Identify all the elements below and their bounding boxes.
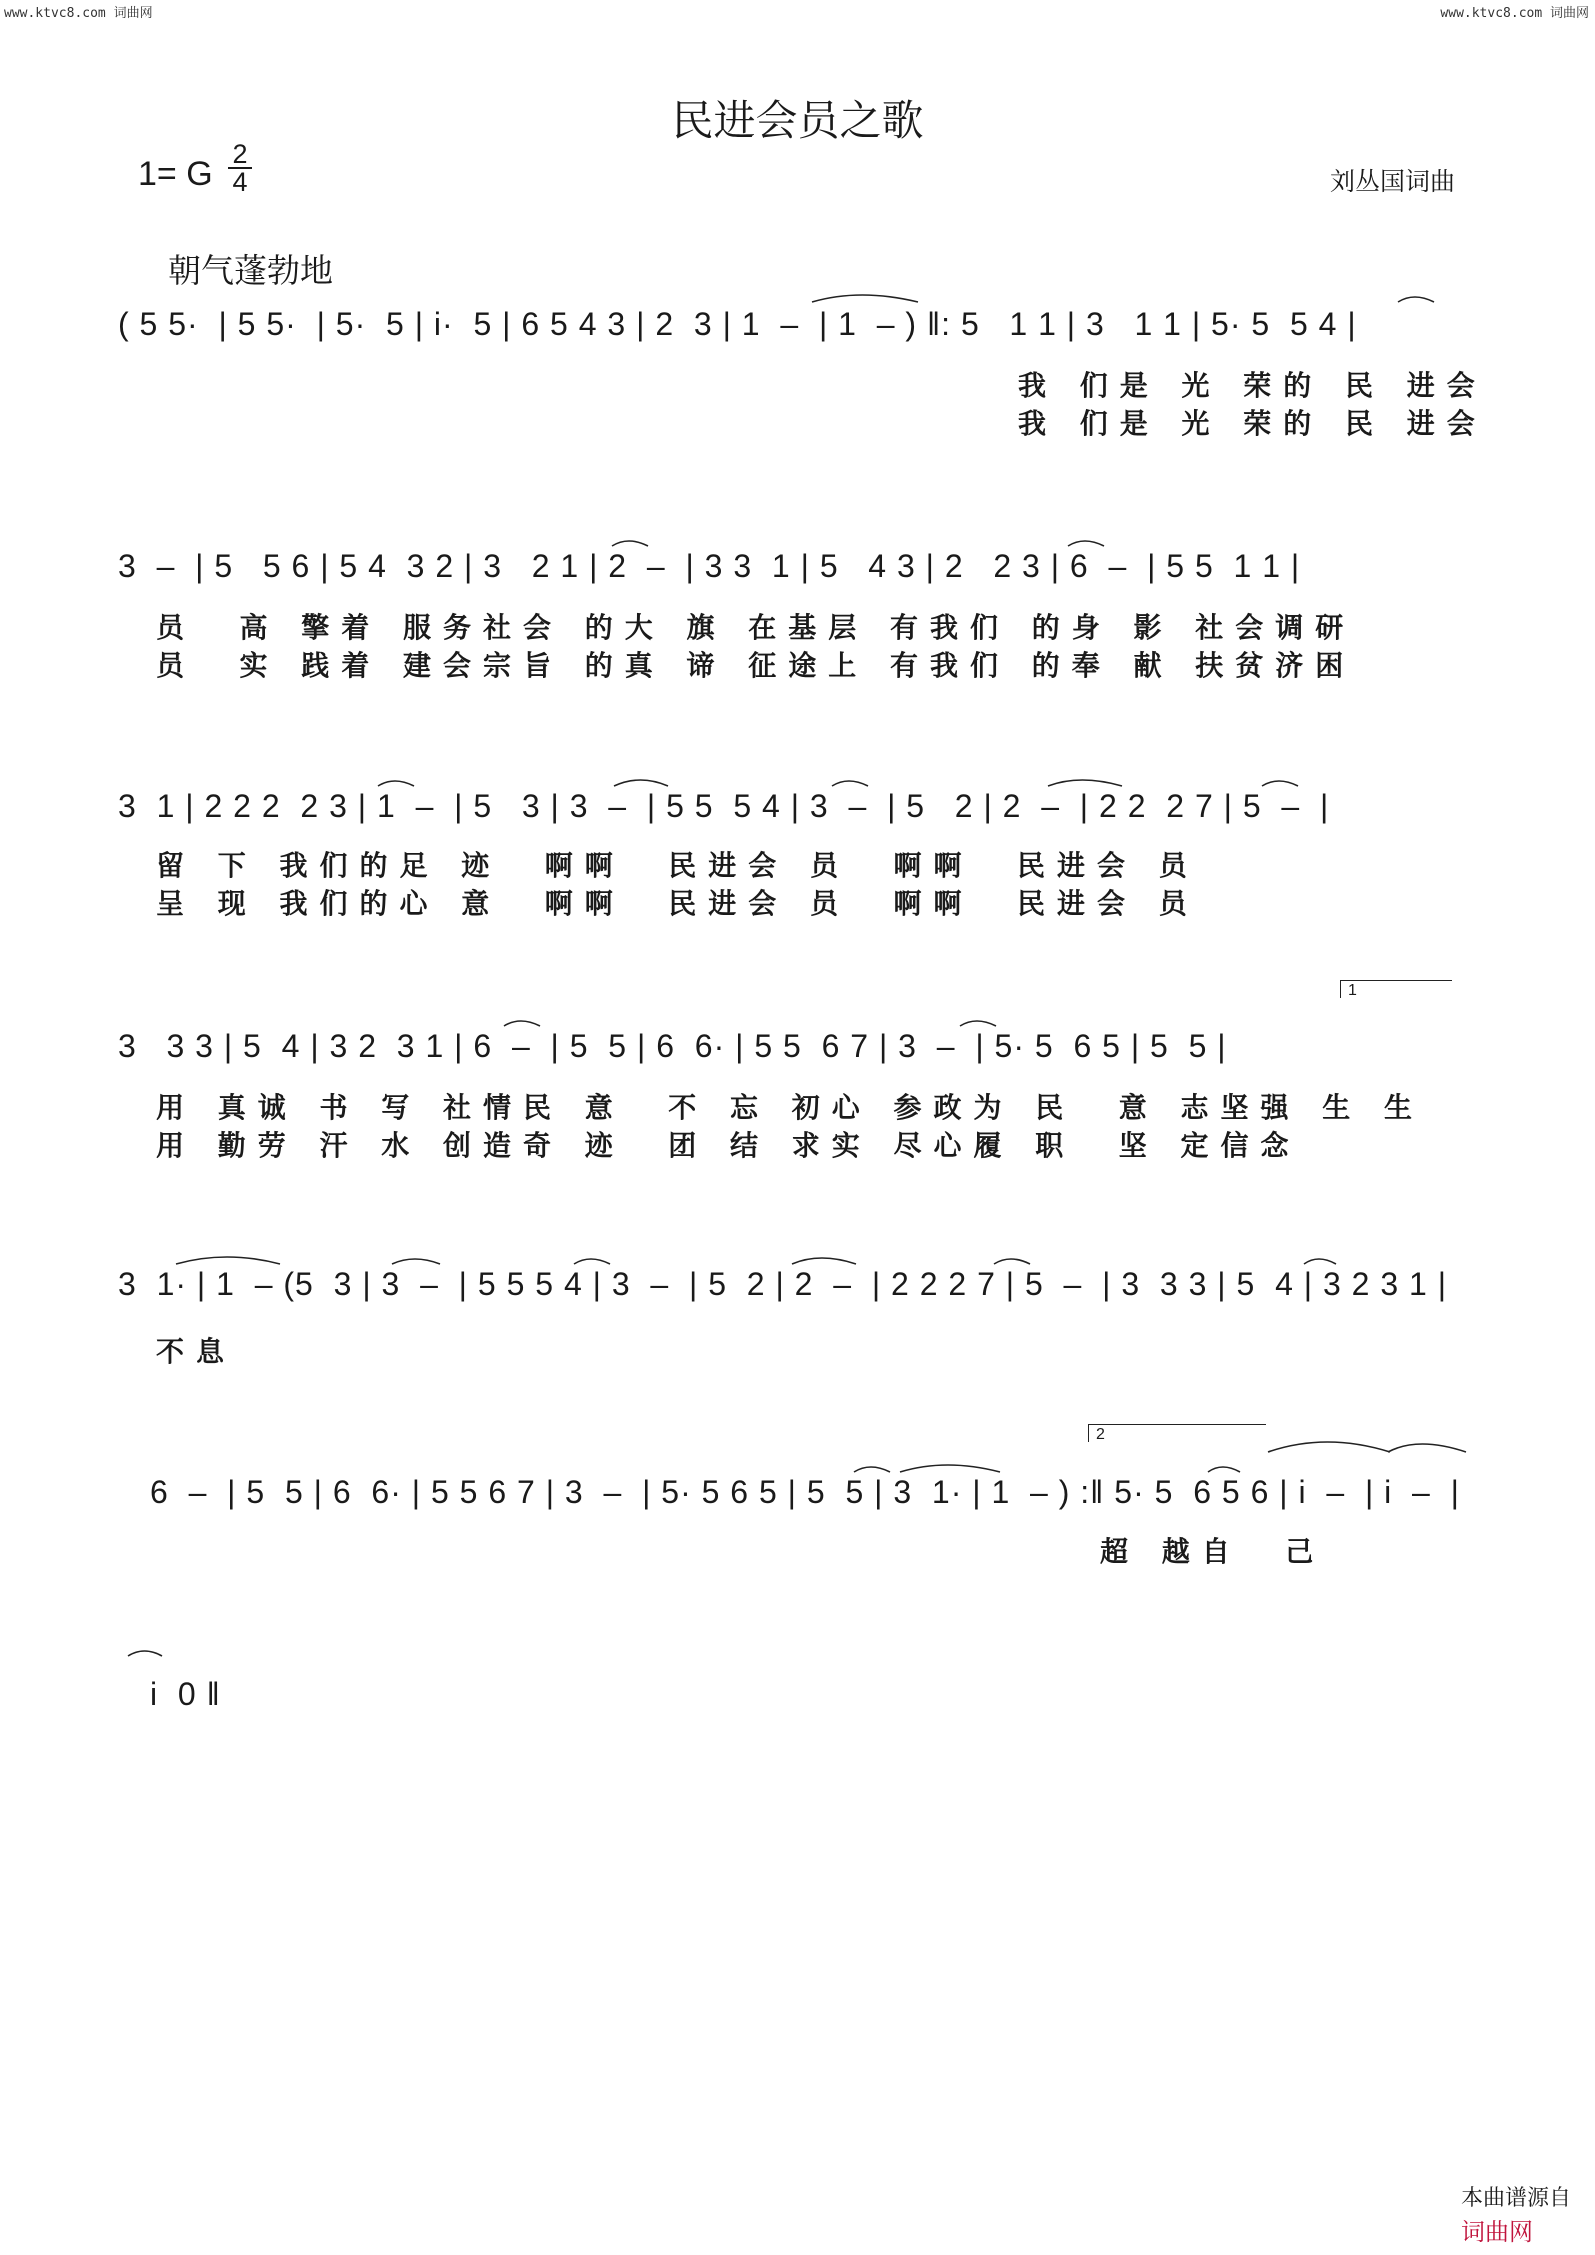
slur-17 [1304,1259,1336,1264]
notation-line-2: 3 – | 5 5 6 | 5 4 3 2 | 3 2 1 | 2 – | 3 3 1 | 5 4 3 | 2 2 3 | 6 – | 5 5 1 1 | [118,548,1301,584]
slur-21 [1268,1442,1390,1452]
slur-1 [812,295,918,302]
lyric-line-1-verse-2: 我 们是 光 荣的 民 进会 [1018,407,1487,440]
slur-3 [612,541,648,546]
slur-16 [994,1259,1030,1264]
volta-2-label: 2 [1096,1426,1105,1443]
lyric-line-1-verse-1: 我 们是 光 荣的 民 进会 [1018,369,1487,402]
notation-line-4: 3 3 3 | 5 4 | 3 2 3 1 | 6 – | 5 5 | 6 6· | 5 5 6 7 | 3 – | 5· 5 6 5 | 5 5 | [118,1028,1227,1064]
slur-13 [392,1259,440,1264]
song-title: 民进会员之歌 [671,96,924,145]
lyric-line-2-verse-2: 员 实 践着 建会宗旨 的真 谛 征途上 有我们 的奉 献 扶贫济困 [156,649,1356,682]
slur-20 [1208,1467,1240,1472]
watermark-right: www.ktvc8.com 词曲网 [1440,6,1589,21]
slur-9 [1262,781,1298,786]
slur-11 [960,1021,996,1026]
slur-15 [792,1258,856,1264]
slur-4 [1068,541,1104,546]
footer-brand[interactable]: 词曲网 [1460,2218,1533,2246]
lyric-line-2-verse-1: 员 高 擎着 服务社会 的大 旗 在基层 有我们 的身 影 社会调研 [156,611,1356,644]
slur-8 [1048,780,1122,786]
key-signature: 1= G [138,155,213,193]
lyric-line-6: 超 越自 己 [1100,1535,1326,1568]
lyric-line-3-verse-2: 呈 现 我们的心 意 啊啊 民进会 员 啊啊 民进会 员 [156,887,1199,920]
time-denominator: 4 [232,167,248,197]
lyric-line-4-verse-1: 用 真诚 书 写 社情民 意 不 忘 初心 参政为 民 意 志坚强 生 生 [156,1091,1424,1124]
slur-18 [854,1467,890,1472]
watermark-left: www.ktvc8.com 词曲网 [4,6,153,21]
volta-1-label: 1 [1348,982,1357,999]
slur-23 [128,1651,162,1656]
slur-5 [378,781,414,786]
footer-text: 本曲谱源自 [1460,2186,1571,2211]
slur-22 [1388,1444,1466,1452]
lyric-line-4-verse-2: 用 勤劳 汗 水 创造奇 迹 团 结 求实 尽心履 职 坚 定信念 [156,1129,1301,1162]
time-numerator: 2 [232,139,248,169]
lyric-line-5: 不息 [156,1335,237,1368]
slur-10 [504,1021,540,1026]
notation-line-3: 3 1 | 2 2 2 2 3 | 1 – | 5 3 | 3 – | 5 5 5 4 | 3 – | 5 2 | 2 – | 2 2 2 7 | 5 – | [118,788,1330,824]
notation-line-6: 6 – | 5 5 | 6 6· | 5 5 6 7 | 3 – | 5· 5 6 5 | 5 5 | 3 1· | 1 – ) :‖ 5· 5 6 5 6 | i – | i – | [150,1474,1460,1510]
footer-source [1447,2156,1571,2247]
notation-line-7: i 0 ‖ [150,1676,221,1712]
notation-line-5: 3 1· | 1 – (5 3 | 3 – | 5 5 5 4 | 3 – | 5 2 | 2 – | 2 2 2 7 | 5 – | 3 3 3 | 5 4 | 3 2 3 1 | [118,1266,1448,1302]
slur-14 [574,1259,610,1264]
slur-6 [614,780,668,786]
slur-19 [900,1465,1000,1472]
slur-12 [176,1257,280,1264]
slur-7 [832,781,868,786]
composer-credit: 刘丛国词曲 [1329,167,1455,196]
tempo-marking: 朝气蓬勃地 [168,251,333,290]
lyric-line-3-verse-1: 留 下 我们的足 迹 啊啊 民进会 员 啊啊 民进会 员 [156,849,1199,882]
slur-2 [1398,297,1434,302]
notation-line-1: ( 5 5· | 5 5· | 5· 5 | i· 5 | 6 5 4 3 | 2 3 | 1 – | 1 – ) ‖: 5 1 1 | 3 1 1 | 5· 5 5 4 | [118,306,1357,342]
